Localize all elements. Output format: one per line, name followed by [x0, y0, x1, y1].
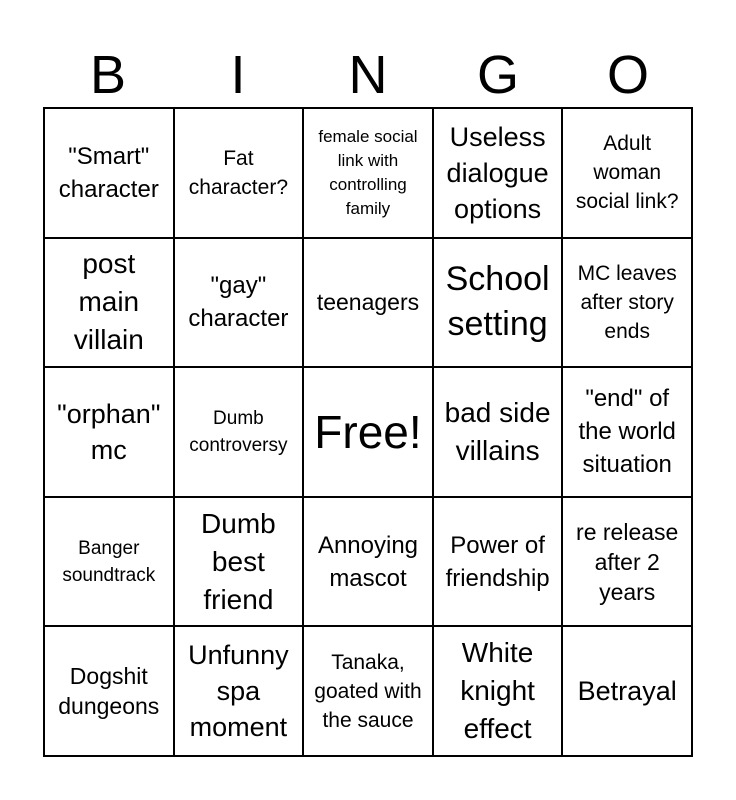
- cell-text: Dumb controversy: [189, 407, 288, 456]
- cell-text: post main villain: [73, 248, 144, 356]
- bingo-cell[interactable]: [304, 627, 434, 757]
- bingo-cell[interactable]: [175, 627, 305, 757]
- bingo-cell[interactable]: [304, 498, 434, 628]
- cell-text: "gay" character: [188, 272, 289, 333]
- free-space-text: Free!: [314, 405, 422, 458]
- cell-text: Dogshit dungeons: [58, 663, 160, 720]
- cell-text: "orphan" mc: [57, 398, 161, 465]
- cell-text: "end" of the world situation: [578, 385, 676, 479]
- bingo-cell[interactable]: [434, 368, 564, 498]
- header-letter-n: N: [348, 45, 388, 105]
- cell-text: Dumb best friend: [201, 507, 276, 615]
- bingo-cell[interactable]: [175, 109, 305, 239]
- cell-text: Tanaka, goated with the sauce: [314, 650, 422, 732]
- cell-text: "Smart" character: [58, 142, 159, 203]
- bingo-cell[interactable]: [563, 368, 693, 498]
- bingo-cell[interactable]: [304, 109, 434, 239]
- cell-text: Annoying mascot: [317, 531, 419, 592]
- bingo-cell[interactable]: [45, 109, 175, 239]
- bingo-cell[interactable]: [563, 627, 693, 757]
- cell-text: teenagers: [316, 289, 420, 316]
- header-letter-i: I: [230, 45, 246, 105]
- header-letter-g: G: [476, 45, 519, 105]
- bingo-cell[interactable]: [175, 239, 305, 369]
- header-letter-o: O: [606, 45, 649, 105]
- cell-text: Useless dialogue options: [446, 121, 549, 224]
- cell-text: White knight effect: [460, 637, 535, 745]
- bingo-cell[interactable]: [45, 627, 175, 757]
- cell-text: female social link with controlling family: [318, 126, 418, 218]
- bingo-cell[interactable]: [434, 239, 564, 369]
- bingo-cell[interactable]: [563, 109, 693, 239]
- bingo-cell[interactable]: [175, 368, 305, 498]
- cell-text: Fat character?: [188, 146, 288, 199]
- free-space[interactable]: [304, 368, 434, 498]
- header-letter-b: B: [89, 45, 127, 105]
- bingo-cell[interactable]: [563, 498, 693, 628]
- cell-text: Adult woman social link?: [575, 132, 679, 214]
- cell-text: Banger soundtrack: [62, 537, 156, 586]
- bingo-cell[interactable]: [563, 239, 693, 369]
- cell-text: Unfunny spa moment: [188, 640, 289, 743]
- bingo-cell[interactable]: [434, 627, 564, 757]
- bingo-header: [43, 44, 693, 106]
- cell-text: Power of friendship: [445, 531, 550, 592]
- cell-text: School setting: [445, 260, 550, 344]
- cell-text: bad side villains: [444, 396, 551, 466]
- bingo-board: [43, 107, 693, 757]
- cell-text: Betrayal: [577, 676, 677, 707]
- bingo-cell[interactable]: [434, 109, 564, 239]
- cell-text: MC leaves after story ends: [577, 261, 677, 343]
- bingo-cell[interactable]: [45, 498, 175, 628]
- bingo-cell[interactable]: [304, 239, 434, 369]
- bingo-cell[interactable]: [434, 498, 564, 628]
- bingo-cell[interactable]: [45, 239, 175, 369]
- cell-text: re release after 2 years: [576, 518, 679, 605]
- bingo-cell[interactable]: [45, 368, 175, 498]
- bingo-cell[interactable]: [175, 498, 305, 628]
